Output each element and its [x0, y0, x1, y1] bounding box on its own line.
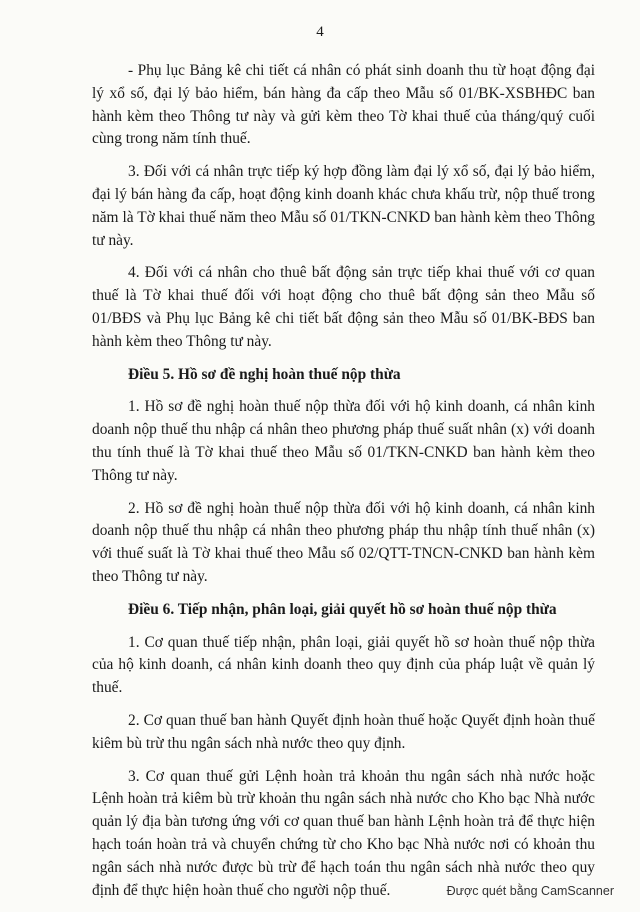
paragraph-article-6-item-3: 3. Cơ quan thuế gửi Lệnh hoàn trả khoản thu ngân sách nhà nước hoặc Lệnh hoàn trả kiêm bù trừ khoản thu ngân sách nhà nước cho Kho bạc Nhà nước quản lý địa bàn tương ứng với cơ quan thuế ban hành Lệnh hoàn trả để thực hiện hạch toán hoàn trả và chuyển chứng từ cho Kho bạc Nhà nước nơi có khoản thu ngân sách nhà nước được bù trừ để hạch toán thu ngân sách nhà nước theo quy định để thực hiện hoàn thuế cho người nộp thuế. — [92, 767, 595, 899]
paragraph-item-4: 4. Đối với cá nhân cho thuê bất động sản trực tiếp khai thuế với cơ quan thuế là Tờ khai thuế đối với hoạt động cho thuê bất động sản theo Mẫu số 01/BĐS và Phụ lục Bảng kê chi tiết bất động sản theo Mẫu số 01/BK-BĐS ban hành kèm theo Thông tư này. — [92, 264, 595, 350]
paragraph-article-6-item-1: 1. Cơ quan thuế tiếp nhận, phân loại, giải quyết hồ sơ hoàn thuế nộp thừa của hộ kinh doanh, cá nhân kinh doanh theo quy định của pháp luật về quản lý thuế. — [92, 633, 595, 697]
paragraph-item-3: 3. Đối với cá nhân trực tiếp ký hợp đồng làm đại lý xổ số, đại lý bảo hiểm, đại lý bán hàng đa cấp, hoạt động kinh doanh khác chưa khấu trừ, nộp thuế trong năm là Tờ khai thuế năm theo Mẫu số 01/TKN-CNKD ban hành kèm theo Thông tư này. — [92, 163, 595, 249]
document-body — [92, 60, 595, 912]
paragraph-article-6-item-2: 2. Cơ quan thuế ban hành Quyết định hoàn thuế hoặc Quyết định hoàn thuế kiêm bù trừ thu ngân sách nhà nước theo quy định. — [92, 711, 595, 752]
paragraph-article-5-item-2: 2. Hồ sơ đề nghị hoàn thuế nộp thừa đối với hộ kinh doanh, cá nhân kinh doanh nộp thuế thu nhập cá nhân theo phương pháp thu nhập tính thuế nhân (x) với thuế suất là Tờ khai thuế theo Mẫu số 02/QTT-TNCN-CNKD ban hành kèm theo Thông tư này. — [92, 499, 595, 585]
paragraph-appendix-list: - Phụ lục Bảng kê chi tiết cá nhân có phát sinh doanh thu từ hoạt động đại lý xổ số, đại lý bảo hiểm, bán hàng đa cấp theo Mẫu số 01/BK-XSBHĐC ban hành kèm theo Thông tư này và gửi kèm theo Tờ khai thuế của tháng/quý cuối cùng trong năm tính thuế. — [92, 62, 595, 148]
scanner-watermark: Được quét bằng CamScanner — [446, 884, 614, 898]
paragraph-article-5-item-1: 1. Hồ sơ đề nghị hoàn thuế nộp thừa đối với hộ kinh doanh, cá nhân kinh doanh nộp thuế thu nhập cá nhân theo phương pháp thuế suất nhân (x) với doanh thu tính thuế là Tờ khai thuế theo Mẫu số 01/TKN-CNKD ban hành kèm theo Thông tư này. — [92, 398, 595, 484]
heading-article-6: Điều 6. Tiếp nhận, phân loại, giải quyết hồ sơ hoàn thuế nộp thừa — [128, 600, 557, 618]
heading-article-5: Điều 5. Hồ sơ đề nghị hoàn thuế nộp thừa — [128, 365, 401, 383]
page-number: 4 — [316, 24, 324, 40]
